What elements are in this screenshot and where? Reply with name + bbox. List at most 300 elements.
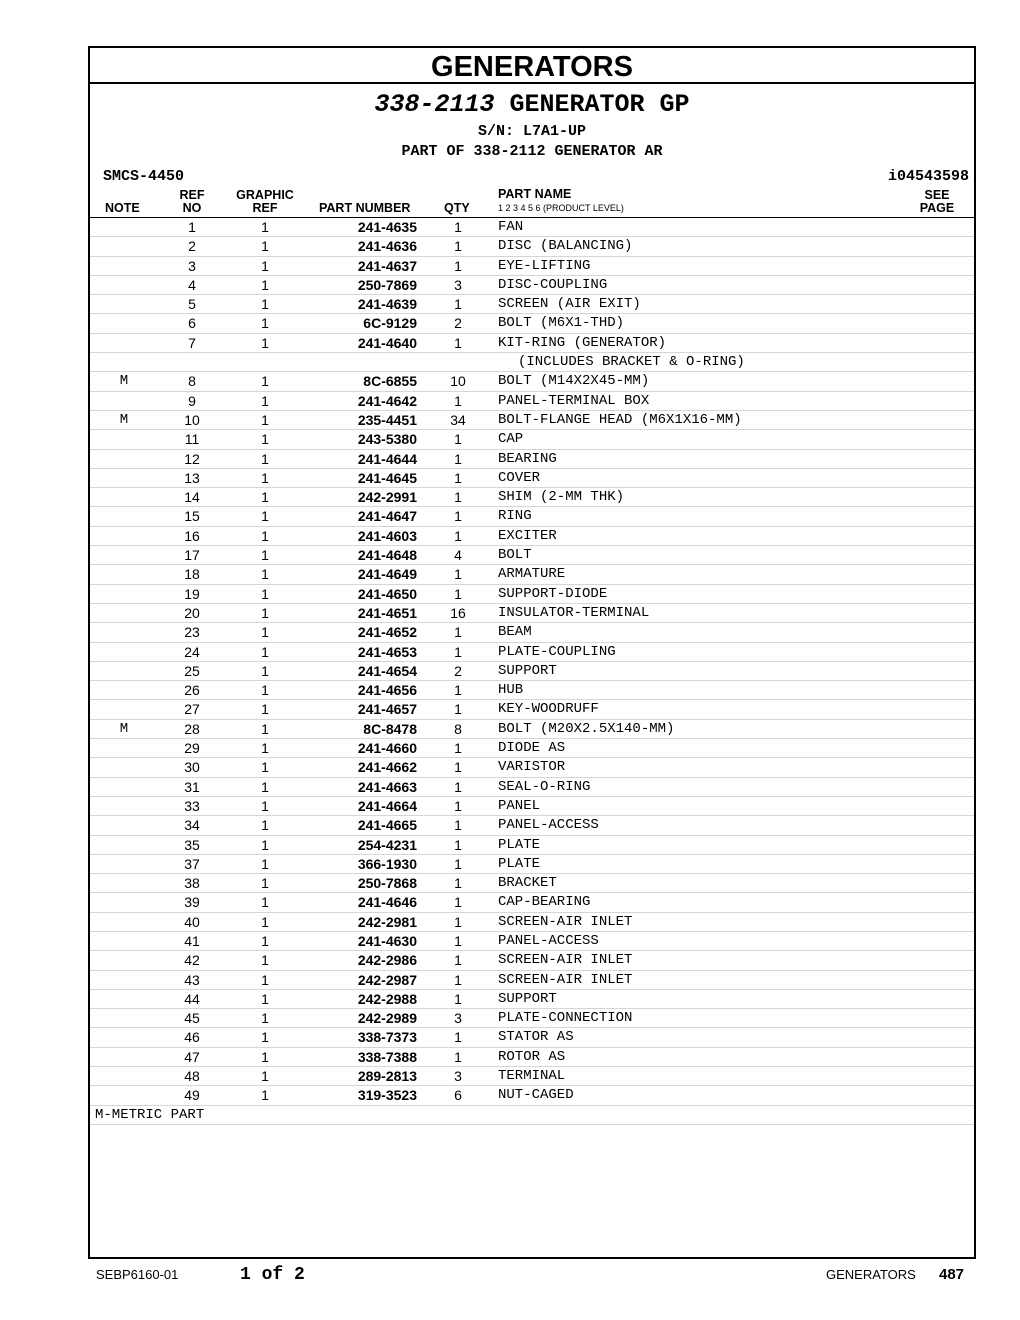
row-note: M bbox=[119, 373, 129, 390]
row-qty: 1 bbox=[454, 392, 462, 409]
row-qty: 8 bbox=[454, 720, 462, 737]
group-number: 338-2113 bbox=[374, 90, 495, 119]
row-graphic-ref: 1 bbox=[261, 913, 269, 930]
table-row bbox=[90, 739, 974, 758]
row-ref-no: 31 bbox=[184, 778, 200, 795]
table-row bbox=[90, 1067, 974, 1086]
header-ref bbox=[172, 189, 212, 215]
table-row bbox=[90, 971, 974, 990]
row-part-name: SUPPORT-DIODE bbox=[498, 585, 608, 602]
row-part-number: 241-4664 bbox=[357, 797, 417, 814]
row-graphic-ref: 1 bbox=[261, 566, 269, 583]
row-ref-no: 24 bbox=[184, 643, 200, 660]
row-qty: 1 bbox=[454, 527, 462, 544]
row-ref-no: 11 bbox=[184, 431, 200, 448]
row-part-number: 242-2981 bbox=[357, 913, 417, 930]
row-qty: 1 bbox=[454, 1029, 462, 1046]
table-row bbox=[90, 643, 974, 662]
row-part-name: SHIM (2-MM THK) bbox=[498, 489, 625, 506]
row-ref-no: 28 bbox=[184, 720, 200, 737]
row-ref-no: 1 bbox=[188, 219, 196, 235]
row-ref-no: 29 bbox=[184, 740, 200, 757]
header-see-bottom: PAGE bbox=[919, 201, 955, 215]
row-part-name: CAP bbox=[498, 431, 524, 448]
parts-table-body bbox=[90, 218, 974, 1106]
row-graphic-ref: 1 bbox=[261, 527, 269, 544]
row-part-number: 241-4665 bbox=[357, 817, 417, 834]
row-ref-no: 18 bbox=[184, 566, 200, 583]
row-part-name: BOLT (M20X2.5X140-MM) bbox=[498, 720, 675, 737]
row-part-name: PANEL-TERMINAL BOX bbox=[498, 392, 650, 409]
row-graphic-ref: 1 bbox=[261, 411, 269, 428]
footer-page-number: 487 bbox=[939, 1266, 965, 1283]
row-ref-no: 16 bbox=[184, 527, 200, 544]
row-part-number: 242-2989 bbox=[357, 1010, 417, 1027]
table-row bbox=[90, 392, 974, 411]
row-qty: 1 bbox=[454, 566, 462, 583]
row-part-number: 338-7373 bbox=[357, 1029, 417, 1046]
table-row bbox=[90, 585, 974, 604]
row-part-number: 235-4451 bbox=[357, 411, 417, 428]
row-ref-no: 45 bbox=[184, 1010, 200, 1027]
row-qty: 1 bbox=[454, 469, 462, 486]
row-part-number: 366-1930 bbox=[357, 855, 417, 872]
row-part-number: 242-2991 bbox=[357, 489, 417, 506]
row-part-number: 241-4640 bbox=[357, 334, 417, 351]
row-qty: 1 bbox=[454, 894, 462, 911]
row-part-name: BOLT (M14X2X45-MM) bbox=[498, 373, 650, 390]
table-row bbox=[90, 932, 974, 951]
group-title bbox=[90, 88, 974, 122]
row-graphic-ref: 1 bbox=[261, 1068, 269, 1085]
row-part-number: 241-4660 bbox=[357, 740, 417, 757]
table-row bbox=[90, 488, 974, 507]
table-row bbox=[90, 411, 974, 430]
footer-document-number: SEBP6160-01 bbox=[96, 1267, 179, 1282]
row-graphic-ref: 1 bbox=[261, 990, 269, 1007]
row-ref-no: 49 bbox=[184, 1087, 200, 1104]
footer-page-of: 1 of 2 bbox=[240, 1265, 305, 1285]
row-ref-no: 42 bbox=[184, 952, 200, 969]
table-row bbox=[90, 469, 974, 488]
row-graphic-ref: 1 bbox=[261, 817, 269, 834]
row-part-number: 241-4654 bbox=[357, 662, 417, 679]
row-graphic-ref: 1 bbox=[261, 1087, 269, 1104]
row-qty: 6 bbox=[454, 1087, 462, 1104]
table-row bbox=[90, 1086, 974, 1105]
row-part-name: SEAL-O-RING bbox=[498, 778, 591, 795]
row-part-name: DISC (BALANCING) bbox=[498, 238, 633, 255]
row-part-name: ARMATURE bbox=[498, 566, 566, 583]
row-qty: 1 bbox=[454, 1048, 462, 1065]
section-title: GENERATORS bbox=[90, 48, 974, 84]
table-row bbox=[90, 662, 974, 681]
group-name: GENERATOR GP bbox=[509, 90, 690, 119]
row-ref-no: 40 bbox=[184, 913, 200, 930]
row-qty: 1 bbox=[454, 257, 462, 274]
row-part-name: SCREEN-AIR INLET bbox=[498, 913, 633, 930]
row-part-number: 250-7869 bbox=[357, 276, 417, 293]
table-row bbox=[90, 913, 974, 932]
row-qty: 1 bbox=[454, 971, 462, 988]
table-row bbox=[90, 990, 974, 1009]
row-part-name: BRACKET bbox=[498, 875, 557, 892]
row-graphic-ref: 1 bbox=[261, 643, 269, 660]
row-ref-no: 3 bbox=[188, 257, 196, 274]
row-graphic-ref: 1 bbox=[261, 469, 269, 486]
row-qty: 1 bbox=[454, 836, 462, 853]
row-ref-no: 13 bbox=[184, 469, 200, 486]
table-row bbox=[90, 623, 974, 642]
table-row bbox=[90, 797, 974, 816]
row-qty: 1 bbox=[454, 701, 462, 718]
row-graphic-ref: 1 bbox=[261, 1010, 269, 1027]
table-row bbox=[90, 353, 974, 372]
row-qty: 1 bbox=[454, 913, 462, 930]
header-part-number: PART NUMBER bbox=[319, 201, 411, 215]
row-note: M bbox=[119, 720, 129, 737]
table-header bbox=[90, 187, 974, 218]
row-ref-no: 4 bbox=[188, 276, 196, 293]
footer-section: GENERATORS bbox=[826, 1267, 916, 1282]
row-part-name: FAN bbox=[498, 219, 524, 235]
row-part-number: 242-2986 bbox=[357, 952, 417, 969]
row-ref-no: 34 bbox=[184, 817, 200, 834]
row-part-name: SUPPORT bbox=[498, 662, 557, 679]
row-part-number: 241-4637 bbox=[357, 257, 417, 274]
row-graphic-ref: 1 bbox=[261, 373, 269, 390]
row-qty: 1 bbox=[454, 740, 462, 757]
row-part-name: EXCITER bbox=[498, 527, 557, 544]
row-qty: 1 bbox=[454, 643, 462, 660]
row-part-number: 241-4652 bbox=[357, 624, 417, 641]
row-graphic-ref: 1 bbox=[261, 296, 269, 313]
row-part-name: STATOR AS bbox=[498, 1029, 574, 1046]
row-graphic-ref: 1 bbox=[261, 701, 269, 718]
row-part-number: 241-4646 bbox=[357, 894, 417, 911]
row-part-name: PANEL-ACCESS bbox=[498, 817, 599, 834]
table-row bbox=[90, 778, 974, 797]
row-note: M bbox=[119, 411, 129, 428]
row-qty: 1 bbox=[454, 334, 462, 351]
row-part-name: BOLT (M6X1-THD) bbox=[498, 315, 625, 332]
table-row bbox=[90, 1009, 974, 1028]
row-part-number: 241-4648 bbox=[357, 547, 417, 564]
parts-page-frame bbox=[88, 46, 976, 1259]
header-product-level: 1 2 3 4 5 6 (PRODUCT LEVEL) bbox=[498, 203, 624, 213]
table-row bbox=[90, 314, 974, 333]
row-graphic-ref: 1 bbox=[261, 797, 269, 814]
row-ref-no: 26 bbox=[184, 682, 200, 699]
row-graphic-ref: 1 bbox=[261, 855, 269, 872]
table-row bbox=[90, 218, 974, 237]
row-graphic-ref: 1 bbox=[261, 489, 269, 506]
header-qty: QTY bbox=[444, 201, 470, 215]
row-part-name: BEAM bbox=[498, 624, 532, 641]
row-qty: 1 bbox=[454, 759, 462, 776]
table-row bbox=[90, 430, 974, 449]
row-ref-no: 10 bbox=[184, 411, 200, 428]
row-part-name: TERMINAL bbox=[498, 1068, 566, 1085]
table-row bbox=[90, 836, 974, 855]
row-part-number: 243-5380 bbox=[357, 431, 417, 448]
row-part-name: BOLT bbox=[498, 547, 532, 564]
row-ref-no: 15 bbox=[184, 508, 200, 525]
row-part-number: 241-4636 bbox=[357, 238, 417, 255]
row-part-number: 241-4653 bbox=[357, 643, 417, 660]
row-part-name: NUT-CAGED bbox=[498, 1087, 574, 1104]
row-qty: 1 bbox=[454, 797, 462, 814]
row-ref-no: 44 bbox=[184, 990, 200, 1007]
row-part-number: 241-4642 bbox=[357, 392, 417, 409]
row-part-number: 241-4663 bbox=[357, 778, 417, 795]
row-part-number: 250-7868 bbox=[357, 875, 417, 892]
row-part-number: 242-2988 bbox=[357, 990, 417, 1007]
row-part-name: PLATE bbox=[498, 836, 541, 853]
table-row bbox=[90, 237, 974, 256]
row-part-name: PLATE bbox=[498, 855, 541, 872]
row-part-number: 319-3523 bbox=[357, 1087, 417, 1104]
table-row bbox=[90, 700, 974, 719]
footnote: M-METRIC PART bbox=[90, 1106, 974, 1125]
table-row bbox=[90, 893, 974, 912]
table-row bbox=[90, 816, 974, 835]
row-part-number: 241-4630 bbox=[357, 932, 417, 949]
row-ref-no: 33 bbox=[184, 797, 200, 814]
row-ref-no: 7 bbox=[188, 334, 196, 351]
row-part-name: VARISTOR bbox=[498, 759, 566, 776]
row-qty: 1 bbox=[454, 219, 462, 235]
row-graphic-ref: 1 bbox=[261, 585, 269, 602]
table-row bbox=[90, 527, 974, 546]
row-part-number: 241-4635 bbox=[357, 219, 417, 235]
row-graphic-ref: 1 bbox=[261, 508, 269, 525]
row-part-name: PLATE-COUPLING bbox=[498, 643, 616, 660]
row-graphic-ref: 1 bbox=[261, 547, 269, 564]
row-graphic-ref: 1 bbox=[261, 894, 269, 911]
row-graphic-ref: 1 bbox=[261, 257, 269, 274]
row-part-number: 241-4649 bbox=[357, 566, 417, 583]
row-graphic-ref: 1 bbox=[261, 450, 269, 467]
row-qty: 1 bbox=[454, 624, 462, 641]
row-ref-no: 9 bbox=[188, 392, 196, 409]
row-part-name: PANEL-ACCESS bbox=[498, 932, 599, 949]
row-qty: 2 bbox=[454, 662, 462, 679]
row-ref-no: 20 bbox=[184, 604, 200, 621]
row-part-name: RING bbox=[498, 508, 532, 525]
row-ref-no: 39 bbox=[184, 894, 200, 911]
row-ref-no: 47 bbox=[184, 1048, 200, 1065]
row-qty: 3 bbox=[454, 1010, 462, 1027]
table-row bbox=[90, 546, 974, 565]
row-graphic-ref: 1 bbox=[261, 740, 269, 757]
row-qty: 1 bbox=[454, 855, 462, 872]
table-row bbox=[90, 758, 974, 777]
row-qty: 3 bbox=[454, 276, 462, 293]
part-of-line: PART OF 338-2112 GENERATOR AR bbox=[401, 143, 663, 160]
table-row bbox=[90, 681, 974, 700]
row-part-name: KIT-RING (GENERATOR) bbox=[498, 334, 667, 351]
table-row bbox=[90, 604, 974, 623]
row-graphic-ref: 1 bbox=[261, 778, 269, 795]
row-part-number: 241-4644 bbox=[357, 450, 417, 467]
row-part-name: HUB bbox=[498, 682, 524, 699]
row-qty: 1 bbox=[454, 450, 462, 467]
row-part-number: 289-2813 bbox=[357, 1068, 417, 1085]
row-part-name-continuation: (INCLUDES BRACKET & O-RING) bbox=[518, 354, 745, 371]
row-ref-no: 12 bbox=[184, 450, 200, 467]
row-part-number: 241-4657 bbox=[357, 701, 417, 718]
row-graphic-ref: 1 bbox=[261, 1029, 269, 1046]
row-part-number: 241-4650 bbox=[357, 585, 417, 602]
row-qty: 1 bbox=[454, 508, 462, 525]
row-part-number: 8C-6855 bbox=[363, 373, 417, 390]
row-ref-no: 5 bbox=[188, 296, 196, 313]
row-graphic-ref: 1 bbox=[261, 662, 269, 679]
row-ref-no: 46 bbox=[184, 1029, 200, 1046]
row-part-name: EYE-LIFTING bbox=[498, 257, 591, 274]
row-graphic-ref: 1 bbox=[261, 759, 269, 776]
row-ref-no: 19 bbox=[184, 585, 200, 602]
row-graphic-ref: 1 bbox=[261, 238, 269, 255]
row-ref-no: 48 bbox=[184, 1068, 200, 1085]
row-part-number: 241-4647 bbox=[357, 508, 417, 525]
row-qty: 1 bbox=[454, 990, 462, 1007]
row-qty: 1 bbox=[454, 585, 462, 602]
row-graphic-ref: 1 bbox=[261, 720, 269, 737]
row-ref-no: 6 bbox=[188, 315, 196, 332]
row-part-number: 242-2987 bbox=[357, 971, 417, 988]
row-graphic-ref: 1 bbox=[261, 219, 269, 235]
header-graphic-bottom: REF bbox=[252, 201, 278, 215]
document-identifier: i04543598 bbox=[887, 168, 969, 185]
table-row bbox=[90, 855, 974, 874]
header-graphic-top: GRAPHIC bbox=[236, 188, 294, 202]
row-qty: 1 bbox=[454, 817, 462, 834]
row-graphic-ref: 1 bbox=[261, 836, 269, 853]
row-graphic-ref: 1 bbox=[261, 952, 269, 969]
table-row bbox=[90, 257, 974, 276]
row-qty: 1 bbox=[454, 296, 462, 313]
row-graphic-ref: 1 bbox=[261, 932, 269, 949]
table-row bbox=[90, 1048, 974, 1067]
row-ref-no: 17 bbox=[184, 547, 200, 564]
row-ref-no: 30 bbox=[184, 759, 200, 776]
row-part-name: BOLT-FLANGE HEAD (M6X1X16-MM) bbox=[498, 411, 742, 428]
row-ref-no: 41 bbox=[184, 932, 200, 949]
row-ref-no: 38 bbox=[184, 875, 200, 892]
row-part-number: 241-4656 bbox=[357, 682, 417, 699]
table-row bbox=[90, 951, 974, 970]
row-graphic-ref: 1 bbox=[261, 276, 269, 293]
row-part-number: 338-7388 bbox=[357, 1048, 417, 1065]
row-part-name: INSULATOR-TERMINAL bbox=[498, 604, 650, 621]
row-ref-no: 37 bbox=[184, 855, 200, 872]
row-ref-no: 14 bbox=[184, 489, 200, 506]
row-part-number: 241-4603 bbox=[357, 527, 417, 544]
row-part-name: BEARING bbox=[498, 450, 557, 467]
row-qty: 1 bbox=[454, 932, 462, 949]
table-row bbox=[90, 565, 974, 584]
header-ref-bottom: NO bbox=[182, 201, 202, 215]
smcs-code: SMCS-4450 bbox=[103, 168, 185, 185]
row-qty: 1 bbox=[454, 682, 462, 699]
row-graphic-ref: 1 bbox=[261, 334, 269, 351]
row-qty: 1 bbox=[454, 431, 462, 448]
row-qty: 10 bbox=[450, 373, 466, 390]
row-part-number: 8C-8478 bbox=[363, 720, 417, 737]
row-part-number: 241-4639 bbox=[357, 296, 417, 313]
row-graphic-ref: 1 bbox=[261, 971, 269, 988]
row-qty: 34 bbox=[450, 411, 466, 428]
row-qty: 1 bbox=[454, 778, 462, 795]
row-part-name: PANEL bbox=[498, 797, 541, 814]
row-ref-no: 8 bbox=[188, 373, 196, 390]
table-row bbox=[90, 720, 974, 739]
header-part-name-label: PART NAME bbox=[498, 187, 572, 201]
row-qty: 3 bbox=[454, 1068, 462, 1085]
row-part-number: 241-4645 bbox=[357, 469, 417, 486]
row-part-number: 241-4662 bbox=[357, 759, 417, 776]
row-qty: 1 bbox=[454, 489, 462, 506]
row-ref-no: 43 bbox=[184, 971, 200, 988]
row-part-name: SUPPORT bbox=[498, 990, 557, 1007]
row-part-name: PLATE-CONNECTION bbox=[498, 1010, 633, 1027]
row-ref-no: 25 bbox=[184, 662, 200, 679]
table-row bbox=[90, 507, 974, 526]
row-qty: 2 bbox=[454, 315, 462, 332]
row-qty: 1 bbox=[454, 952, 462, 969]
table-row bbox=[90, 372, 974, 391]
header-see-top: SEE bbox=[924, 188, 950, 202]
row-ref-no: 23 bbox=[184, 624, 200, 641]
row-graphic-ref: 1 bbox=[261, 315, 269, 332]
row-part-name: DIODE AS bbox=[498, 740, 566, 757]
table-row bbox=[90, 1028, 974, 1047]
row-part-name: SCREEN-AIR INLET bbox=[498, 971, 633, 988]
row-part-name: KEY-WOODRUFF bbox=[498, 701, 599, 718]
table-row bbox=[90, 334, 974, 353]
row-part-name: SCREEN-AIR INLET bbox=[498, 952, 633, 969]
header-note: NOTE bbox=[105, 201, 140, 215]
header-see-page bbox=[915, 189, 959, 215]
row-part-name: DISC-COUPLING bbox=[498, 276, 608, 293]
row-graphic-ref: 1 bbox=[261, 875, 269, 892]
row-qty: 16 bbox=[450, 604, 466, 621]
serial-range: S/N: L7A1-UP bbox=[477, 123, 587, 140]
header-part-name bbox=[498, 188, 624, 215]
row-graphic-ref: 1 bbox=[261, 1048, 269, 1065]
header-ref-top: REF bbox=[179, 188, 205, 202]
row-graphic-ref: 1 bbox=[261, 682, 269, 699]
table-row bbox=[90, 295, 974, 314]
table-row bbox=[90, 874, 974, 893]
row-ref-no: 27 bbox=[184, 701, 200, 718]
row-qty: 1 bbox=[454, 875, 462, 892]
row-qty: 1 bbox=[454, 238, 462, 255]
header-graphic-ref bbox=[230, 189, 300, 215]
row-graphic-ref: 1 bbox=[261, 431, 269, 448]
row-ref-no: 35 bbox=[184, 836, 200, 853]
row-part-number: 6C-9129 bbox=[363, 315, 417, 332]
meta-line bbox=[90, 162, 974, 190]
row-part-number: 254-4231 bbox=[357, 836, 417, 853]
row-ref-no: 2 bbox=[188, 238, 196, 255]
row-part-name: ROTOR AS bbox=[498, 1048, 566, 1065]
row-part-name: COVER bbox=[498, 469, 541, 486]
row-part-name: SCREEN (AIR EXIT) bbox=[498, 296, 641, 313]
row-graphic-ref: 1 bbox=[261, 604, 269, 621]
